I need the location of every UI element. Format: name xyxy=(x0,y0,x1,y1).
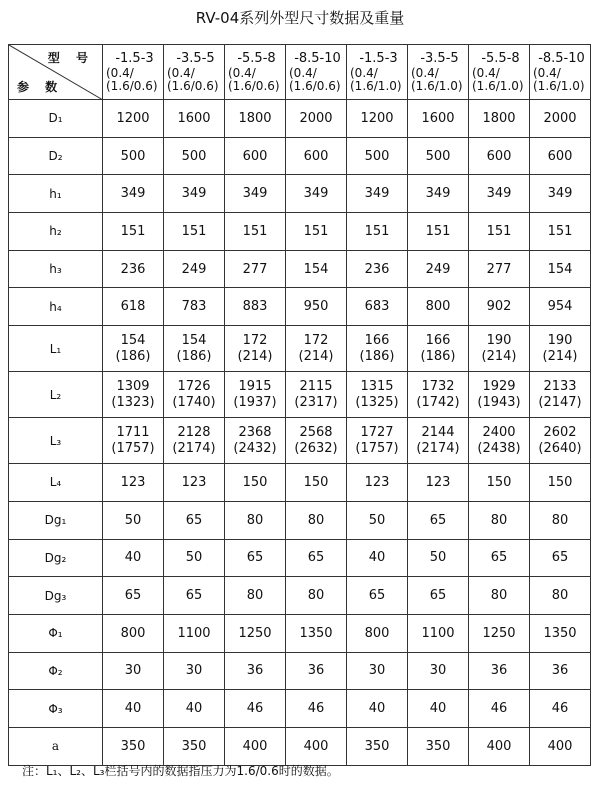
row-label: D₁ xyxy=(9,100,103,138)
table-cell: 50 xyxy=(347,501,408,539)
table-cell: 65 xyxy=(469,539,530,577)
table-cell: 123 xyxy=(408,464,469,502)
table-cell: 500 xyxy=(164,137,225,175)
cell-subvalue: (214) xyxy=(237,348,273,364)
param-label: 参 数 xyxy=(17,80,64,94)
table-cell: 349 xyxy=(530,175,591,213)
row-label: L₃ xyxy=(9,418,103,464)
table-row xyxy=(9,418,591,464)
table-cell xyxy=(286,418,347,464)
table-cell: 400 xyxy=(469,727,530,765)
column-pressure-line2: (1.6/0.6) xyxy=(289,79,341,94)
table-cell: 151 xyxy=(469,213,530,251)
table-cell: 350 xyxy=(347,727,408,765)
table-cell: 2000 xyxy=(530,100,591,138)
table-cell xyxy=(164,418,225,464)
table-cell: 236 xyxy=(347,250,408,288)
column-pressure-line2: (1.6/0.6) xyxy=(106,79,158,94)
table-cell: 50 xyxy=(164,539,225,577)
table-cell: 249 xyxy=(164,250,225,288)
cell-subvalue: (2147) xyxy=(538,394,582,410)
cell-subvalue: (186) xyxy=(176,348,212,364)
cell-value: 1915 xyxy=(238,379,272,395)
table-cell: 349 xyxy=(347,175,408,213)
table-cell: 950 xyxy=(286,288,347,326)
table-cell: 40 xyxy=(103,690,164,728)
table-row xyxy=(9,577,591,615)
table-cell: 1800 xyxy=(225,100,286,138)
cell-subvalue: (214) xyxy=(542,348,578,364)
row-label: h₁ xyxy=(9,175,103,213)
table-cell: 154 xyxy=(530,250,591,288)
cell-subvalue: (1325) xyxy=(355,394,399,410)
column-pressure-line1: (0.4/ xyxy=(411,65,439,80)
table-cell: 46 xyxy=(286,690,347,728)
row-label: Φ₂ xyxy=(9,652,103,690)
table-cell: 65 xyxy=(164,501,225,539)
table-cell: 400 xyxy=(225,727,286,765)
cell-value: 2568 xyxy=(299,425,333,441)
cell-value: 1711 xyxy=(116,425,150,441)
table-cell: 46 xyxy=(469,690,530,728)
table-cell: 400 xyxy=(530,727,591,765)
column-model: -5.5-8 xyxy=(481,51,520,67)
row-label: h₂ xyxy=(9,213,103,251)
table-row xyxy=(9,614,591,652)
table-cell xyxy=(286,326,347,372)
table-cell: 36 xyxy=(530,652,591,690)
table-cell: 500 xyxy=(103,137,164,175)
cell-subvalue: (2174) xyxy=(172,440,216,456)
table-cell: 1250 xyxy=(225,614,286,652)
table-row xyxy=(9,326,591,372)
table-cell: 80 xyxy=(225,501,286,539)
table-cell: 80 xyxy=(469,501,530,539)
column-pressure-line1: (0.4/ xyxy=(289,65,317,80)
column-model: -1.5-3 xyxy=(359,51,398,67)
table-cell: 150 xyxy=(225,464,286,502)
table-row xyxy=(9,288,591,326)
table-cell xyxy=(225,372,286,418)
table-cell: 236 xyxy=(103,250,164,288)
cell-value: 1929 xyxy=(482,379,516,395)
column-header xyxy=(164,45,225,100)
table-cell: 50 xyxy=(408,539,469,577)
column-pressure-line2: (1.6/1.0) xyxy=(411,79,463,94)
table-cell xyxy=(103,418,164,464)
table-cell: 800 xyxy=(347,614,408,652)
table-cell: 80 xyxy=(286,577,347,615)
cell-value: 1726 xyxy=(177,379,211,395)
table-cell: 123 xyxy=(164,464,225,502)
column-pressure-line2: (1.6/1.0) xyxy=(472,79,524,94)
cell-subvalue: (214) xyxy=(298,348,334,364)
table-cell: 683 xyxy=(347,288,408,326)
table-cell: 954 xyxy=(530,288,591,326)
table-cell: 40 xyxy=(103,539,164,577)
cell-value: 2128 xyxy=(177,425,211,441)
column-pressure-line1: (0.4/ xyxy=(106,65,134,80)
table-cell: 1100 xyxy=(164,614,225,652)
column-header xyxy=(530,45,591,100)
footnote: 注：L₁、L₂、L₃栏括号内的数据指压力为1.6/0.6时的数据。 xyxy=(22,764,339,778)
table-cell: 2000 xyxy=(286,100,347,138)
cell-value: 1727 xyxy=(360,425,394,441)
table-cell: 1250 xyxy=(469,614,530,652)
table-cell: 277 xyxy=(225,250,286,288)
table-cell: 40 xyxy=(347,690,408,728)
table-cell xyxy=(408,326,469,372)
table-cell xyxy=(469,372,530,418)
row-label: Φ₁ xyxy=(9,614,103,652)
table-cell: 600 xyxy=(286,137,347,175)
cell-subvalue: (1323) xyxy=(111,394,155,410)
row-label: L₁ xyxy=(9,326,103,372)
column-pressure-line1: (0.4/ xyxy=(472,65,500,80)
cell-value: 2144 xyxy=(421,425,455,441)
table-cell: 30 xyxy=(347,652,408,690)
table-cell xyxy=(408,372,469,418)
table-cell: 800 xyxy=(103,614,164,652)
table-cell: 40 xyxy=(408,690,469,728)
table-cell: 1200 xyxy=(347,100,408,138)
table-cell: 349 xyxy=(164,175,225,213)
cell-value: 172 xyxy=(303,333,329,349)
table-cell: 1350 xyxy=(530,614,591,652)
table-cell: 500 xyxy=(347,137,408,175)
spec-table xyxy=(8,44,591,766)
cell-subvalue: (214) xyxy=(481,348,517,364)
table-cell xyxy=(347,418,408,464)
cell-value: 190 xyxy=(486,333,512,349)
column-pressure-line2: (1.6/1.0) xyxy=(350,79,402,94)
table-row xyxy=(9,137,591,175)
table-cell xyxy=(408,418,469,464)
column-model: -8.5-10 xyxy=(538,51,585,67)
table-cell: 40 xyxy=(347,539,408,577)
table-row xyxy=(9,250,591,288)
cell-value: 1309 xyxy=(116,379,150,395)
column-header xyxy=(225,45,286,100)
table-cell xyxy=(103,326,164,372)
table-cell: 800 xyxy=(408,288,469,326)
table-cell: 500 xyxy=(408,137,469,175)
page-title: RV-04系列外型尺寸数据及重量 xyxy=(195,9,405,27)
table-cell: 150 xyxy=(530,464,591,502)
table-cell: 36 xyxy=(469,652,530,690)
model-label: 型 号 xyxy=(47,51,94,65)
cell-subvalue: (186) xyxy=(420,348,456,364)
cell-subvalue: (2174) xyxy=(416,440,460,456)
cell-subvalue: (2640) xyxy=(538,440,582,456)
table-cell xyxy=(164,326,225,372)
table-cell: 350 xyxy=(408,727,469,765)
column-model: -1.5-3 xyxy=(115,51,154,67)
column-model: -3.5-5 xyxy=(420,51,459,67)
column-pressure-line2: (1.6/0.6) xyxy=(167,79,219,94)
table-row xyxy=(9,175,591,213)
table-cell: 151 xyxy=(347,213,408,251)
table-cell: 1350 xyxy=(286,614,347,652)
row-label: a xyxy=(9,727,103,765)
table-cell: 400 xyxy=(286,727,347,765)
cell-subvalue: (1757) xyxy=(355,440,399,456)
table-cell xyxy=(530,372,591,418)
table-cell: 349 xyxy=(103,175,164,213)
table-cell: 80 xyxy=(225,577,286,615)
table-cell: 151 xyxy=(530,213,591,251)
table-cell: 154 xyxy=(286,250,347,288)
column-model: -8.5-10 xyxy=(294,51,341,67)
header-corner-cell xyxy=(9,45,103,100)
column-pressure-line1: (0.4/ xyxy=(350,65,378,80)
cell-value: 1315 xyxy=(360,379,394,395)
table-cell xyxy=(164,372,225,418)
cell-subvalue: (186) xyxy=(359,348,395,364)
table-cell: 65 xyxy=(530,539,591,577)
cell-subvalue: (2632) xyxy=(294,440,338,456)
table-cell: 349 xyxy=(225,175,286,213)
cell-subvalue: (2432) xyxy=(233,440,277,456)
table-cell: 65 xyxy=(347,577,408,615)
table-cell: 80 xyxy=(286,501,347,539)
table-cell xyxy=(347,326,408,372)
table-cell: 151 xyxy=(225,213,286,251)
column-pressure-line2: (1.6/1.0) xyxy=(533,79,585,94)
table-cell: 65 xyxy=(164,577,225,615)
table-cell xyxy=(469,418,530,464)
row-label: h₃ xyxy=(9,250,103,288)
row-label: Φ₃ xyxy=(9,690,103,728)
table-cell xyxy=(103,372,164,418)
table-cell: 349 xyxy=(408,175,469,213)
cell-value: 1732 xyxy=(421,379,455,395)
table-cell: 80 xyxy=(530,577,591,615)
cell-value: 2602 xyxy=(543,425,577,441)
table-cell: 50 xyxy=(103,501,164,539)
table-row xyxy=(9,372,591,418)
table-cell: 40 xyxy=(164,690,225,728)
table-body xyxy=(9,100,591,766)
table-cell xyxy=(286,372,347,418)
table-cell: 1100 xyxy=(408,614,469,652)
table-cell: 46 xyxy=(530,690,591,728)
table-cell: 349 xyxy=(469,175,530,213)
table-cell: 151 xyxy=(286,213,347,251)
table-cell xyxy=(225,418,286,464)
row-label: L₂ xyxy=(9,372,103,418)
table-cell xyxy=(530,326,591,372)
table-cell xyxy=(530,418,591,464)
table-cell: 65 xyxy=(225,539,286,577)
table-cell: 249 xyxy=(408,250,469,288)
column-header xyxy=(347,45,408,100)
column-pressure-line1: (0.4/ xyxy=(533,65,561,80)
table-cell: 65 xyxy=(408,501,469,539)
column-model: -5.5-8 xyxy=(237,51,276,67)
cell-value: 2400 xyxy=(482,425,516,441)
cell-subvalue: (1740) xyxy=(172,394,216,410)
table-cell: 883 xyxy=(225,288,286,326)
column-pressure-line1: (0.4/ xyxy=(228,65,256,80)
cell-value: 166 xyxy=(425,333,451,349)
cell-value: 2115 xyxy=(299,379,333,395)
cell-subvalue: (2317) xyxy=(294,394,338,410)
table-cell: 1600 xyxy=(164,100,225,138)
table-row xyxy=(9,727,591,765)
table-cell: 151 xyxy=(408,213,469,251)
table-row xyxy=(9,501,591,539)
table-cell: 30 xyxy=(408,652,469,690)
cell-subvalue: (1757) xyxy=(111,440,155,456)
table-cell: 150 xyxy=(469,464,530,502)
table-row xyxy=(9,690,591,728)
cell-value: 166 xyxy=(364,333,390,349)
table-cell: 1600 xyxy=(408,100,469,138)
column-header xyxy=(408,45,469,100)
table-cell xyxy=(469,326,530,372)
table-cell: 277 xyxy=(469,250,530,288)
column-model: -3.5-5 xyxy=(176,51,215,67)
column-header xyxy=(286,45,347,100)
table-cell: 618 xyxy=(103,288,164,326)
cell-value: 154 xyxy=(120,333,146,349)
table-cell: 1800 xyxy=(469,100,530,138)
table-cell: 350 xyxy=(103,727,164,765)
cell-subvalue: (1943) xyxy=(477,394,521,410)
table-row xyxy=(9,213,591,251)
row-label: D₂ xyxy=(9,137,103,175)
table-cell: 600 xyxy=(469,137,530,175)
table-cell: 30 xyxy=(164,652,225,690)
row-label: Dg₃ xyxy=(9,577,103,615)
cell-value: 2368 xyxy=(238,425,272,441)
table-cell xyxy=(225,326,286,372)
cell-value: 172 xyxy=(242,333,268,349)
table-cell: 80 xyxy=(469,577,530,615)
column-header xyxy=(469,45,530,100)
table-cell: 80 xyxy=(530,501,591,539)
table-cell: 600 xyxy=(530,137,591,175)
row-label: L₄ xyxy=(9,464,103,502)
table-cell: 46 xyxy=(225,690,286,728)
cell-subvalue: (186) xyxy=(115,348,151,364)
table-cell: 150 xyxy=(286,464,347,502)
column-pressure-line2: (1.6/0.6) xyxy=(228,79,280,94)
table-row xyxy=(9,100,591,138)
table-cell: 151 xyxy=(164,213,225,251)
cell-subvalue: (1937) xyxy=(233,394,277,410)
cell-value: 2133 xyxy=(543,379,577,395)
table-row xyxy=(9,652,591,690)
row-label: Dg₁ xyxy=(9,501,103,539)
table-cell: 65 xyxy=(286,539,347,577)
row-label: Dg₂ xyxy=(9,539,103,577)
table-cell: 65 xyxy=(103,577,164,615)
table-cell: 600 xyxy=(225,137,286,175)
row-label: h₄ xyxy=(9,288,103,326)
table-cell: 30 xyxy=(103,652,164,690)
table-cell: 151 xyxy=(103,213,164,251)
table-cell: 36 xyxy=(225,652,286,690)
table-cell: 65 xyxy=(408,577,469,615)
table-cell: 123 xyxy=(103,464,164,502)
cell-value: 154 xyxy=(181,333,207,349)
header-row xyxy=(9,45,591,100)
table-row xyxy=(9,464,591,502)
column-header xyxy=(103,45,164,100)
cell-subvalue: (2438) xyxy=(477,440,521,456)
cell-value: 190 xyxy=(547,333,573,349)
table-cell: 350 xyxy=(164,727,225,765)
table-cell: 902 xyxy=(469,288,530,326)
table-cell: 36 xyxy=(286,652,347,690)
table-cell xyxy=(347,372,408,418)
cell-subvalue: (1742) xyxy=(416,394,460,410)
table-row xyxy=(9,539,591,577)
table-cell: 1200 xyxy=(103,100,164,138)
table-cell: 349 xyxy=(286,175,347,213)
table-cell: 123 xyxy=(347,464,408,502)
table-cell: 783 xyxy=(164,288,225,326)
column-pressure-line1: (0.4/ xyxy=(167,65,195,80)
